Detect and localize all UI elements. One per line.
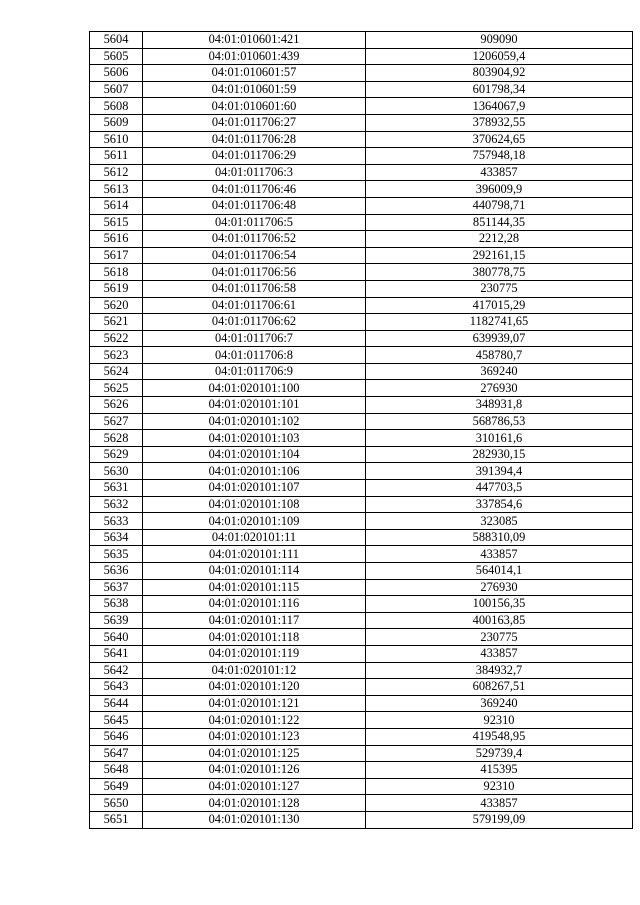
row-number-cell: 5610: [90, 131, 143, 148]
table-row: [90, 81, 633, 98]
table-row: [90, 529, 633, 546]
cadastral-number-cell: 04:01:011706:61: [143, 297, 366, 314]
table-row: [90, 629, 633, 646]
row-number-cell: 5645: [90, 712, 143, 729]
table-row: [90, 131, 633, 148]
row-number-cell: 5649: [90, 778, 143, 795]
row-number-cell: 5605: [90, 48, 143, 65]
value-cell: 400163,85: [366, 612, 633, 629]
cadastral-number-cell: 04:01:020101:115: [143, 579, 366, 596]
table-row: [90, 380, 633, 397]
table-row: [90, 728, 633, 745]
row-number-cell: 5642: [90, 662, 143, 679]
row-number-cell: 5635: [90, 546, 143, 563]
value-cell: 323085: [366, 513, 633, 530]
row-number-cell: 5651: [90, 811, 143, 828]
value-cell: 564014,1: [366, 563, 633, 580]
row-number-cell: 5606: [90, 65, 143, 82]
value-cell: 909090: [366, 32, 633, 49]
row-number-cell: 5616: [90, 231, 143, 248]
table-row: [90, 330, 633, 347]
table-row: [90, 197, 633, 214]
cadastral-number-cell: 04:01:011706:9: [143, 363, 366, 380]
row-number-cell: 5621: [90, 314, 143, 331]
row-number-cell: 5628: [90, 430, 143, 447]
row-number-cell: 5611: [90, 148, 143, 165]
row-number-cell: 5617: [90, 247, 143, 264]
cadastral-number-cell: 04:01:020101:130: [143, 811, 366, 828]
cadastral-number-cell: 04:01:011706:58: [143, 280, 366, 297]
table-row: [90, 114, 633, 131]
row-number-cell: 5619: [90, 280, 143, 297]
table-row: [90, 446, 633, 463]
cadastral-number-cell: 04:01:010601:59: [143, 81, 366, 98]
value-cell: 370624,65: [366, 131, 633, 148]
row-number-cell: 5643: [90, 679, 143, 696]
cadastral-value-table: [89, 31, 633, 829]
table-row: [90, 48, 633, 65]
cadastral-number-cell: 04:01:020101:104: [143, 446, 366, 463]
row-number-cell: 5625: [90, 380, 143, 397]
row-number-cell: 5647: [90, 745, 143, 762]
cadastral-number-cell: 04:01:011706:28: [143, 131, 366, 148]
table-row: [90, 32, 633, 49]
value-cell: 230775: [366, 629, 633, 646]
table-row: [90, 695, 633, 712]
table-row: [90, 214, 633, 231]
table-row: [90, 645, 633, 662]
cadastral-number-cell: 04:01:020101:118: [143, 629, 366, 646]
cadastral-number-cell: 04:01:020101:119: [143, 645, 366, 662]
value-cell: 100156,35: [366, 596, 633, 613]
cadastral-number-cell: 04:01:020101:126: [143, 762, 366, 779]
cadastral-number-cell: 04:01:011706:3: [143, 164, 366, 181]
table-row: [90, 363, 633, 380]
value-cell: 92310: [366, 778, 633, 795]
value-cell: 415395: [366, 762, 633, 779]
cadastral-number-cell: 04:01:020101:128: [143, 795, 366, 812]
row-number-cell: 5623: [90, 347, 143, 364]
table-row: [90, 795, 633, 812]
cadastral-number-cell: 04:01:010601:439: [143, 48, 366, 65]
cadastral-number-cell: 04:01:020101:120: [143, 679, 366, 696]
value-cell: 230775: [366, 280, 633, 297]
value-cell: 803904,92: [366, 65, 633, 82]
row-number-cell: 5650: [90, 795, 143, 812]
value-cell: 419548,95: [366, 728, 633, 745]
cadastral-number-cell: 04:01:020101:107: [143, 480, 366, 497]
value-cell: 337854,6: [366, 496, 633, 513]
row-number-cell: 5640: [90, 629, 143, 646]
table-row: [90, 546, 633, 563]
cadastral-number-cell: 04:01:020101:117: [143, 612, 366, 629]
cadastral-number-cell: 04:01:020101:108: [143, 496, 366, 513]
cadastral-number-cell: 04:01:020101:12: [143, 662, 366, 679]
table-row: [90, 612, 633, 629]
value-cell: 417015,29: [366, 297, 633, 314]
cadastral-number-cell: 04:01:020101:116: [143, 596, 366, 613]
row-number-cell: 5604: [90, 32, 143, 49]
cadastral-number-cell: 04:01:020101:11: [143, 529, 366, 546]
cadastral-number-cell: 04:01:011706:54: [143, 247, 366, 264]
value-cell: 384932,7: [366, 662, 633, 679]
value-cell: 276930: [366, 579, 633, 596]
value-cell: 447703,5: [366, 480, 633, 497]
value-cell: 579199,09: [366, 811, 633, 828]
row-number-cell: 5627: [90, 413, 143, 430]
cadastral-number-cell: 04:01:011706:29: [143, 148, 366, 165]
table-row: [90, 314, 633, 331]
value-cell: 601798,34: [366, 81, 633, 98]
cadastral-number-cell: 04:01:020101:121: [143, 695, 366, 712]
table-row: [90, 247, 633, 264]
cadastral-number-cell: 04:01:020101:125: [143, 745, 366, 762]
value-cell: 757948,18: [366, 148, 633, 165]
row-number-cell: 5626: [90, 397, 143, 414]
table-row: [90, 397, 633, 414]
cadastral-number-cell: 04:01:011706:46: [143, 181, 366, 198]
table-row: [90, 280, 633, 297]
row-number-cell: 5620: [90, 297, 143, 314]
cadastral-number-cell: 04:01:020101:106: [143, 463, 366, 480]
table-row: [90, 430, 633, 447]
value-cell: 282930,15: [366, 446, 633, 463]
row-number-cell: 5612: [90, 164, 143, 181]
cadastral-number-cell: 04:01:020101:122: [143, 712, 366, 729]
value-cell: 378932,55: [366, 114, 633, 131]
cadastral-number-cell: 04:01:011706:62: [143, 314, 366, 331]
row-number-cell: 5633: [90, 513, 143, 530]
row-number-cell: 5636: [90, 563, 143, 580]
cadastral-number-cell: 04:01:011706:48: [143, 197, 366, 214]
row-number-cell: 5629: [90, 446, 143, 463]
value-cell: 276930: [366, 380, 633, 397]
table-body: [90, 32, 633, 829]
cadastral-number-cell: 04:01:020101:102: [143, 413, 366, 430]
row-number-cell: 5632: [90, 496, 143, 513]
table-row: [90, 347, 633, 364]
table-row: [90, 513, 633, 530]
table-row: [90, 264, 633, 281]
value-cell: 433857: [366, 795, 633, 812]
value-cell: 2212,28: [366, 231, 633, 248]
value-cell: 348931,8: [366, 397, 633, 414]
row-number-cell: 5646: [90, 728, 143, 745]
row-number-cell: 5639: [90, 612, 143, 629]
row-number-cell: 5622: [90, 330, 143, 347]
row-number-cell: 5624: [90, 363, 143, 380]
cadastral-number-cell: 04:01:010601:60: [143, 98, 366, 115]
value-cell: 568786,53: [366, 413, 633, 430]
value-cell: 369240: [366, 695, 633, 712]
table-row: [90, 579, 633, 596]
value-cell: 529739,4: [366, 745, 633, 762]
row-number-cell: 5631: [90, 480, 143, 497]
row-number-cell: 5644: [90, 695, 143, 712]
table-row: [90, 745, 633, 762]
row-number-cell: 5607: [90, 81, 143, 98]
table-row: [90, 413, 633, 430]
value-cell: 433857: [366, 546, 633, 563]
value-cell: 639939,07: [366, 330, 633, 347]
table-row: [90, 297, 633, 314]
value-cell: 851144,35: [366, 214, 633, 231]
row-number-cell: 5648: [90, 762, 143, 779]
value-cell: 440798,71: [366, 197, 633, 214]
cadastral-number-cell: 04:01:011706:27: [143, 114, 366, 131]
cadastral-number-cell: 04:01:020101:127: [143, 778, 366, 795]
cadastral-number-cell: 04:01:020101:123: [143, 728, 366, 745]
row-number-cell: 5615: [90, 214, 143, 231]
row-number-cell: 5637: [90, 579, 143, 596]
row-number-cell: 5608: [90, 98, 143, 115]
table-row: [90, 712, 633, 729]
value-cell: 391394,4: [366, 463, 633, 480]
value-cell: 1364067,9: [366, 98, 633, 115]
cadastral-number-cell: 04:01:020101:109: [143, 513, 366, 530]
value-cell: 292161,15: [366, 247, 633, 264]
value-cell: 458780,7: [366, 347, 633, 364]
cadastral-number-cell: 04:01:011706:7: [143, 330, 366, 347]
table-row: [90, 496, 633, 513]
cadastral-number-cell: 04:01:011706:52: [143, 231, 366, 248]
value-cell: 1182741,65: [366, 314, 633, 331]
value-cell: 433857: [366, 164, 633, 181]
value-cell: 433857: [366, 645, 633, 662]
row-number-cell: 5618: [90, 264, 143, 281]
value-cell: 1206059,4: [366, 48, 633, 65]
table-row: [90, 778, 633, 795]
table-row: [90, 181, 633, 198]
table-row: [90, 762, 633, 779]
cadastral-number-cell: 04:01:020101:101: [143, 397, 366, 414]
table-row: [90, 480, 633, 497]
table-row: [90, 231, 633, 248]
cadastral-number-cell: 04:01:010601:57: [143, 65, 366, 82]
row-number-cell: 5630: [90, 463, 143, 480]
value-cell: 608267,51: [366, 679, 633, 696]
table-row: [90, 596, 633, 613]
row-number-cell: 5614: [90, 197, 143, 214]
table-row: [90, 463, 633, 480]
value-cell: 92310: [366, 712, 633, 729]
table-row: [90, 662, 633, 679]
row-number-cell: 5613: [90, 181, 143, 198]
table-row: [90, 811, 633, 828]
cadastral-number-cell: 04:01:011706:56: [143, 264, 366, 281]
value-cell: 369240: [366, 363, 633, 380]
value-cell: 396009,9: [366, 181, 633, 198]
row-number-cell: 5634: [90, 529, 143, 546]
row-number-cell: 5638: [90, 596, 143, 613]
table-row: [90, 563, 633, 580]
cadastral-number-cell: 04:01:020101:103: [143, 430, 366, 447]
cadastral-number-cell: 04:01:020101:114: [143, 563, 366, 580]
value-cell: 380778,75: [366, 264, 633, 281]
table-row: [90, 148, 633, 165]
table-row: [90, 164, 633, 181]
cadastral-number-cell: 04:01:011706:8: [143, 347, 366, 364]
cadastral-number-cell: 04:01:011706:5: [143, 214, 366, 231]
table-row: [90, 98, 633, 115]
cadastral-number-cell: 04:01:010601:421: [143, 32, 366, 49]
table-row: [90, 679, 633, 696]
row-number-cell: 5609: [90, 114, 143, 131]
row-number-cell: 5641: [90, 645, 143, 662]
table-row: [90, 65, 633, 82]
cadastral-number-cell: 04:01:020101:111: [143, 546, 366, 563]
cadastral-number-cell: 04:01:020101:100: [143, 380, 366, 397]
value-cell: 588310,09: [366, 529, 633, 546]
value-cell: 310161,6: [366, 430, 633, 447]
